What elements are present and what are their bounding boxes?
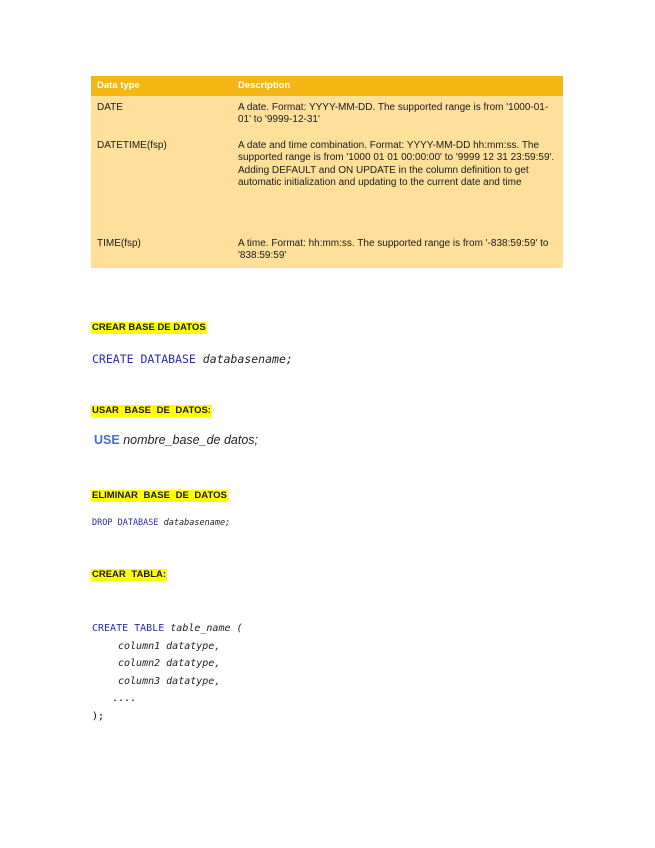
cell-type: DATE [91, 96, 232, 134]
code-line-column: column3 datatype, [118, 675, 221, 687]
heading-create-database: CREAR BASE DE DATOS [92, 322, 206, 333]
cell-type: TIME(fsp) [91, 228, 232, 268]
header-data-type: Data type [91, 76, 232, 96]
header-description: Description [232, 76, 563, 96]
sql-argument: databasename; [163, 518, 231, 528]
code-line-ellipsis: .... [112, 693, 137, 704]
create-table-statement [92, 620, 243, 725]
use-database-statement [94, 433, 258, 447]
sql-argument: table_name ( [170, 623, 243, 634]
sql-keyword: DROP DATABASE [92, 518, 159, 528]
cell-description: A date and time combination. Format: YYYY-MM-DD hh:mm:ss. The supported range is from '1000 01 01 00:00:00' to '9999 12 31 23:59:59'. Adding DEFAULT and ON UPDATE in the column definition to get automatic initialization and updating to the current date and time [232, 134, 563, 228]
code-line-closing: ); [92, 710, 105, 722]
code-line-column: column1 datatype, [118, 640, 221, 652]
datatype-table [91, 76, 563, 268]
table-row [91, 228, 563, 268]
heading-create-table: CREAR TABLA: [92, 569, 167, 580]
table-row [91, 96, 563, 134]
code-line-column: column2 datatype, [118, 658, 221, 669]
drop-database-statement [92, 518, 230, 528]
table-row [91, 134, 563, 228]
create-database-statement [92, 352, 293, 366]
sql-keyword: CREATE DATABASE [92, 352, 196, 366]
heading-use-database: USAR BASE DE DATOS: [92, 405, 211, 416]
sql-argument: databasename; [202, 352, 293, 366]
cell-type: DATETIME(fsp) [91, 134, 232, 228]
code-line [92, 620, 243, 638]
sql-keyword: USE [94, 433, 120, 447]
cell-description: A time. Format: hh:mm:ss. The supported range is from '-838:59:59' to '838:59:59' [232, 228, 563, 268]
heading-drop-database: ELIMINAR BASE DE DATOS [92, 490, 227, 501]
sql-argument: nombre_base_de datos; [123, 433, 259, 447]
cell-description: A date. Format: YYYY-MM-DD. The supported range is from '1000-01-01' to '9999-12-31' [232, 96, 563, 134]
sql-keyword: CREATE TABLE [92, 623, 165, 634]
table-header-row [91, 76, 563, 96]
